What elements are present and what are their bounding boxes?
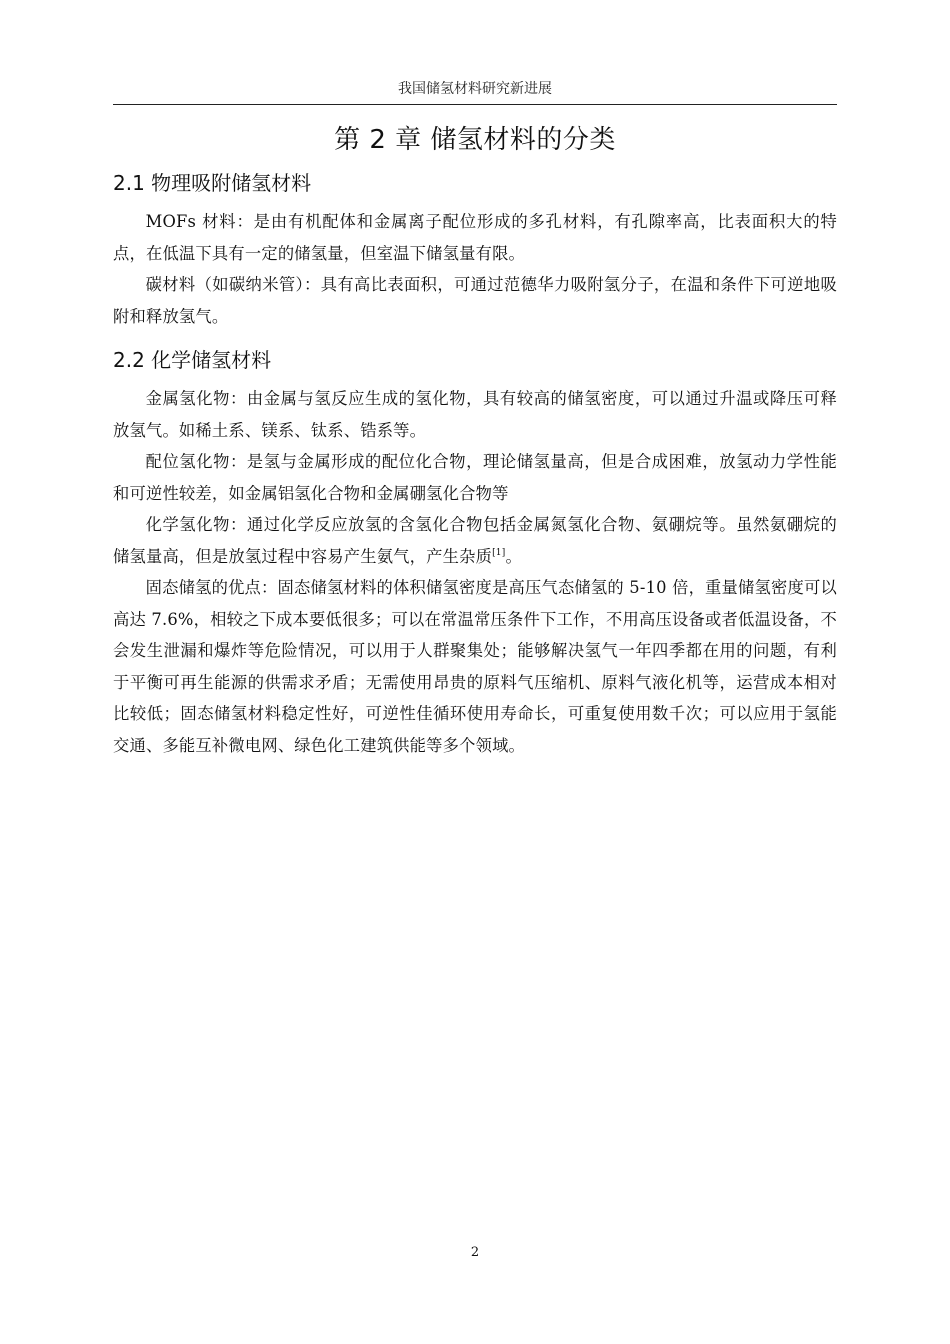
paragraph-mofs: MOFs 材料：是由有机配体和金属离子配位形成的多孔材料，有孔隙率高，比表面积大的特点，在低温下具有一定的储氢量，但室温下储氢量有限。: [113, 212, 837, 263]
header-rule: [113, 104, 837, 105]
page-body: [113, 120, 837, 761]
paragraph-chemical-hydrides-text: 化学氢化物：通过化学反应放氢的含氢化合物包括金属氮氢化合物、氨硼烷等。虽然氨硼烷的储氢量高，但是放氢过程中容易产生氨气，产生杂质: [113, 515, 837, 566]
chapter-title: 第 2 章 储氢材料的分类: [334, 125, 616, 155]
paragraph-chemical-hydrides: [113, 509, 837, 572]
page-number: 2: [470, 1245, 480, 1260]
paragraph-complex-hydrides: 配位氢化物：是氢与金属形成的配位化合物，理论储氢量高，但是合成困难，放氢动力学性能和可逆性较差，如金属铝氢化合物和金属硼氢化合物等: [113, 452, 837, 503]
paragraph-end-punctuation: 。: [505, 546, 522, 566]
paragraph-solid-storage-advantages: 固态储氢的优点：固态储氢材料的体积储氢密度是高压气态储氢的 5-10 倍，重量储氢密度可以高达 7.6%，相较之下成本要低很多；可以在常温常压条件下工作，不用高压设备或者低温设备，不会发生泄漏和爆炸等危险情况，可以用于人群聚集处；能够解决氢气一年四季都在用的问题，有利于平衡可再生能源的供需求矛盾；无需使用昂贵的原料气压缩机、原料气液化机等，运营成本相对比较低；固态储氢材料稳定性好，可逆性佳循环使用寿命长，可重复使用数千次；可以应用于氢能交通、多能互补微电网、绿色化工建筑供能等多个领域。: [113, 578, 837, 755]
section-heading-2-2: 2.2 化学储氢材料: [113, 348, 272, 372]
paragraph-carbon-materials: 碳材料（如碳纳米管）：具有高比表面积，可通过范德华力吸附氢分子，在温和条件下可逆地吸附和释放氢气。: [113, 275, 837, 326]
section-heading-2-1: 2.1 物理吸附储氢材料: [113, 171, 312, 195]
paragraph-metal-hydrides: 金属氢化物：由金属与氢反应生成的氢化物，具有较高的储氢密度，可以通过升温或降压可释放氢气。如稀土系、镁系、钛系、锆系等。: [113, 389, 837, 440]
citation-reference[interactable]: [1]: [492, 547, 506, 558]
running-header: 我国储氢材料研究新进展: [398, 81, 552, 97]
